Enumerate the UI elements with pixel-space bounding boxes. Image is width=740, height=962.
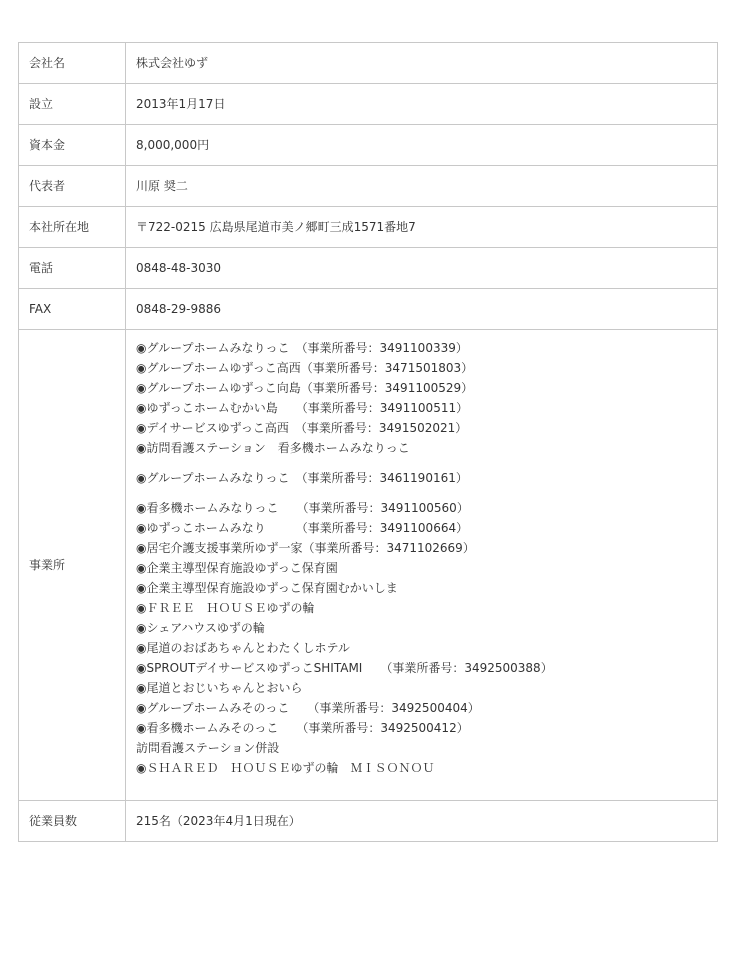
row-label-capital: 資本金 [19,125,126,166]
row-label-company-name: 会社名 [19,43,126,84]
table-row [19,84,718,125]
office-item: ◉企業主導型保育施設ゆずっこ保育園むかいしま [136,581,398,595]
office-item: ◉グループホームみそのっこ （事業所番号：3492500404） [136,701,480,715]
office-item: ◉尾道のおばあちゃんとわたくしホテル [136,641,350,655]
office-item: ◉訪問看護ステーション 看多機ホームみなりっこ [136,441,410,455]
office-item: ◉ＦＲＥＥ ＨＯＵＳＥゆずの輪 [136,601,315,615]
table-row [19,43,718,84]
office-item: ◉企業主導型保育施設ゆずっこ保育園 [136,561,338,575]
row-label-offices: 事業所 [19,330,126,801]
row-value-company-name: 株式会社ゆず [126,43,718,84]
company-info-table [18,42,718,842]
office-item: ◉看多機ホームみなりっこ （事業所番号：3491100560） [136,501,469,515]
row-value-capital: 8,000,000円 [126,125,718,166]
row-label-phone: 電話 [19,248,126,289]
table-row [19,166,718,207]
office-item: ◉SPROUTデイサービスゆずっこSHITAMI （事業所番号：3492500388） [136,661,553,675]
row-value-fax: 0848-29-9886 [126,289,718,330]
office-item: ◉グループホームゆずっこ高西（事業所番号：3471501803） [136,361,474,375]
row-label-established: 設立 [19,84,126,125]
row-value-head-office: 〒722-0215 広島県尾道市美ノ郷町三成1571番地7 [126,207,718,248]
offices-list [126,330,718,801]
office-item: ◉グループホームみなりっこ （事業所番号：3491100339） [136,341,468,355]
table-row [19,207,718,248]
table-row [19,289,718,330]
row-label-representative: 代表者 [19,166,126,207]
row-value-phone: 0848-48-3030 [126,248,718,289]
table-row [19,801,718,842]
row-value-representative: 川原 奨二 [126,166,718,207]
row-label-head-office: 本社所在地 [19,207,126,248]
office-item: ◉ＳＨＡＲＥＤ ＨＯＵＳＥゆずの輪 ＭＩＳＯＮＯＵ [136,761,435,775]
office-item: ◉看多機ホームみそのっこ （事業所番号：3492500412） [136,721,469,735]
table-row [19,125,718,166]
office-item: ◉居宅介護支援事業所ゆず一家（事業所番号：3471102669） [136,541,475,555]
row-label-employees: 従業員数 [19,801,126,842]
table-row-offices [19,330,718,801]
office-item: ◉グループホームゆずっこ向島（事業所番号：3491100529） [136,381,474,395]
office-item: 訪問看護ステーション併設 [136,741,280,755]
office-item: ◉尾道とおじいちゃんとおいら [136,681,303,695]
office-item: ◉シェアハウスゆずの輪 [136,621,265,635]
row-value-employees: 215名（2023年4月1日現在） [126,801,718,842]
table-row [19,248,718,289]
office-item: ◉ゆずっこホームむかい島 （事業所番号：3491100511） [136,401,469,415]
office-item: ◉デイサービスゆずっこ高西 （事業所番号：3491502021） [136,421,468,435]
row-value-established: 2013年1月17日 [126,84,718,125]
office-item: ◉グループホームみなりっこ （事業所番号：3461190161） [136,471,468,485]
office-item: ◉ゆずっこホームみなり （事業所番号：3491100664） [136,521,469,535]
row-label-fax: FAX [19,289,126,330]
